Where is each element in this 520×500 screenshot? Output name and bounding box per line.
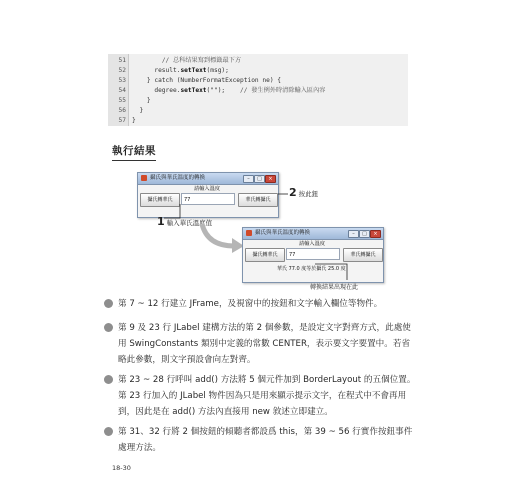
bullet-text: 第 31、32 行將 2 個按鈕的傾聽者都設爲 this，第 39 ~ 56 行實作按鈕事件處理方法。 xyxy=(118,427,413,453)
code-num: 54 xyxy=(118,87,126,94)
code-pre: degree. xyxy=(132,87,181,94)
code-pre xyxy=(132,57,162,64)
java-app-icon xyxy=(141,175,147,181)
code-pre: } catch (NumberFormatException ne) { xyxy=(132,77,282,84)
bullet-item xyxy=(118,296,418,312)
minimize-icon[interactable]: – xyxy=(348,230,359,238)
transition-arrow-icon xyxy=(198,222,248,254)
code-pre: result. xyxy=(132,67,181,74)
window-title: 攝氏與華氏溫度的轉換 xyxy=(255,230,311,236)
converter-window-after xyxy=(242,227,384,283)
temperature-input[interactable]: 77 xyxy=(181,193,235,205)
temperature-input[interactable]: 77 xyxy=(286,248,340,260)
code-post: (msg); xyxy=(206,67,229,74)
prompt-label: 請輸入溫度 xyxy=(299,241,325,247)
code-num: 52 xyxy=(118,67,126,74)
close-icon[interactable]: × xyxy=(265,175,276,183)
bullet-item xyxy=(118,372,418,420)
section-title: 執行結果 xyxy=(112,143,156,161)
bullet-text: 第 7 ~ 12 行建立 JFrame，及視窗中的按鈕和文字輸入欄位等物件。 xyxy=(118,299,383,309)
minimize-icon[interactable]: – xyxy=(243,175,254,183)
page-number: 18-30 xyxy=(112,464,131,472)
f-to-c-button[interactable]: 華氏轉攝氏 xyxy=(238,193,278,207)
code-comment: // 發生例外時清除輸入區內容 xyxy=(240,87,326,94)
callout-2-number: 2 xyxy=(289,186,297,199)
callout-1-number: 1 xyxy=(157,215,165,228)
code-pre: } xyxy=(132,117,136,124)
c-to-f-button[interactable]: 攝氏轉華氏 xyxy=(140,193,180,207)
code-comment: // 总科结果寫到標籤最下方 xyxy=(161,57,242,64)
code-num: 57 xyxy=(118,117,126,124)
code-line xyxy=(108,115,136,126)
bullet-dot-icon xyxy=(104,427,113,436)
window-title: 攝氏與華氏溫度的轉換 xyxy=(150,175,206,181)
bullet-dot-icon xyxy=(104,323,113,332)
callout-1-text: 輸入華氏溫度值 xyxy=(166,219,213,227)
f-to-c-button[interactable]: 華氏轉攝氏 xyxy=(343,248,383,262)
maximize-icon[interactable]: □ xyxy=(254,175,265,183)
title-bar xyxy=(138,173,278,185)
bullet-text: 第 9 及 23 行 JLabel 建構方法的第 2 個參數，是設定文字對齊方式，此處使用 SwingConstants 類別中定義的常數 CENTER，表示要文字要置中。若省略此參數，則文字預設會向左對齊。 xyxy=(118,323,411,365)
code-num: 51 xyxy=(118,57,126,64)
close-icon[interactable]: × xyxy=(370,230,381,238)
bullet-dot-icon xyxy=(104,299,113,308)
code-kw: setText xyxy=(180,67,207,74)
java-app-icon xyxy=(246,230,252,236)
code-num: 56 xyxy=(118,107,126,114)
result-callout: 轉換結果出現在此 xyxy=(310,284,359,291)
result-label: 華氏 77.0 度等於攝氏 25.0 度 xyxy=(277,266,346,272)
bullet-text: 第 23 ~ 28 行呼叫 add() 方法將 5 個元件加到 BorderLayout 的五個位置。第 23 行加入的 JLabel 物件因為只是用來顯示提示文字，在程式中不會再用到，因此是在 add() 方法內直接用 new 敘述立即建立。 xyxy=(118,375,416,417)
bullet-dot-icon xyxy=(104,375,113,384)
code-post: (""); xyxy=(206,87,241,94)
callout-2-text: 按此鈕 xyxy=(298,190,319,198)
maximize-icon[interactable]: □ xyxy=(359,230,370,238)
callout-2 xyxy=(289,186,318,199)
code-pre: } xyxy=(132,107,144,114)
code-pre: } xyxy=(132,97,151,104)
code-num: 53 xyxy=(118,77,126,84)
title-bar xyxy=(243,228,383,240)
prompt-label: 請輸入溫度 xyxy=(194,186,220,192)
bullet-item xyxy=(118,424,418,456)
c-to-f-button[interactable]: 攝氏轉華氏 xyxy=(245,248,285,262)
code-num: 55 xyxy=(118,97,126,104)
bullet-item xyxy=(118,320,418,368)
code-kw: setText xyxy=(180,87,207,94)
